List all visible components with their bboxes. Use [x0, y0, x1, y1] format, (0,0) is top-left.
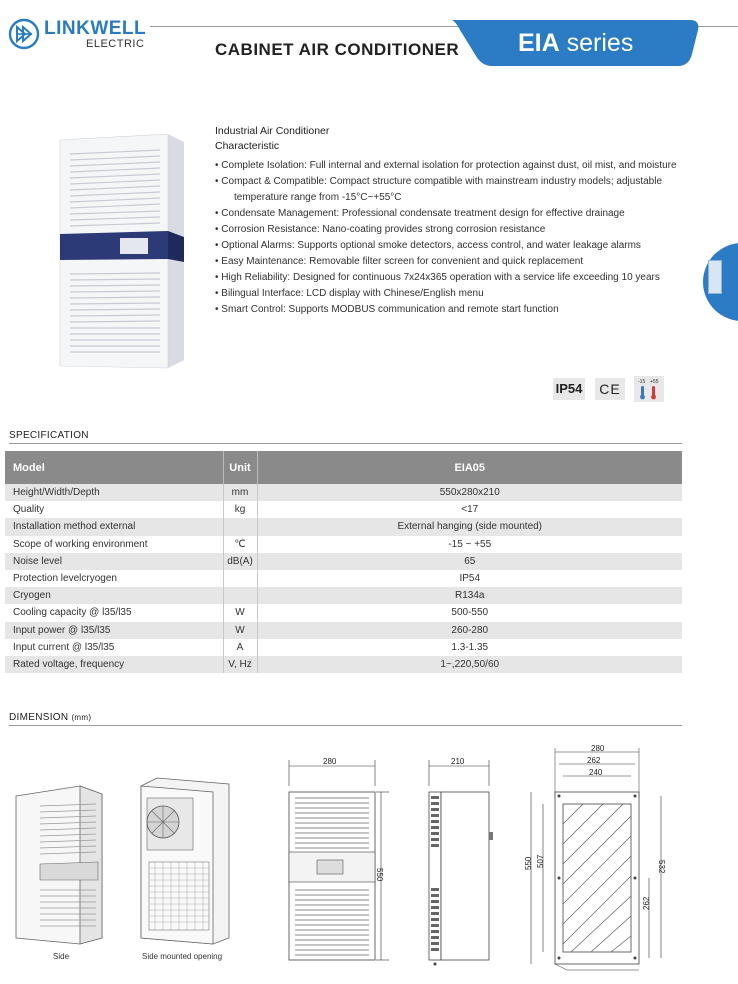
- list-item: • Easy Maintenance: Removable filter screen for convenient and quick replacement: [215, 254, 715, 270]
- caption-side-mounted-opening: Side mounted opening: [142, 952, 223, 961]
- specification-table: [5, 451, 682, 673]
- specification-heading: SPECIFICATION: [9, 430, 89, 441]
- linkwell-logo-icon: [8, 18, 40, 50]
- page-title: CABINET AIR CONDITIONER: [215, 40, 460, 59]
- temperature-range-icon: [634, 376, 664, 402]
- characteristic-list: [215, 158, 715, 318]
- cutout-hole-span-label: 532: [657, 860, 666, 874]
- cutout-mid-width-label: 262: [587, 756, 601, 765]
- brand-name: LINKWELL: [44, 18, 147, 39]
- list-item: • Condensate Management: Professional condensate treatment design for effective drainage: [215, 206, 715, 222]
- list-item-continuation: temperature range from -15°C~+55°C: [234, 192, 402, 203]
- series-suffix: series: [559, 29, 634, 57]
- col-header-value: EIA05: [257, 451, 682, 484]
- table-row: Noise level dB(A) 65: [5, 553, 682, 570]
- front-elevation-drawing: [285, 756, 395, 968]
- table-row: Cryogen R134a: [5, 587, 682, 604]
- side-view-drawing: [10, 776, 110, 946]
- temp-high-label: +55: [650, 379, 659, 385]
- cutout-drawing: [515, 742, 675, 972]
- list-item: • Smart Control: Supports MODBUS communication and remote start function: [215, 302, 715, 318]
- col-header-model: Model: [5, 451, 223, 484]
- dimension-heading: DIMENSION (mm): [9, 712, 92, 723]
- series-name: EIA: [518, 29, 560, 57]
- characteristic-section: [215, 124, 715, 318]
- brand-logo: [8, 16, 148, 52]
- table-row: Installation method external External hanging (side mounted): [5, 518, 682, 535]
- list-item: • Compact & Compatible: Compact structure compatible with mainstream industry models; adjustable temperature range from -15°C~+55°C: [215, 174, 715, 206]
- product-photo: [50, 134, 188, 370]
- characteristic-line1: Industrial Air Conditioner: [215, 125, 330, 137]
- ce-mark: CE: [595, 378, 625, 400]
- cutout-inner-height-label: 507: [536, 854, 545, 868]
- table-row: Quality kg <17: [5, 501, 682, 518]
- list-item: • Complete Isolation: Full internal and external isolation for protection against dust, oil mist, and moisture: [215, 158, 715, 174]
- characteristic-line2: Characteristic: [215, 140, 280, 152]
- table-row: Input current @ l35/l35 A 1.3-1.35: [5, 639, 682, 656]
- table-row: Scope of working environment ℃ -15 ~ +55: [5, 536, 682, 553]
- ip54-badge: IP54: [553, 378, 585, 400]
- front-width-label: 280: [323, 757, 337, 766]
- front-height-label: 550: [375, 868, 384, 882]
- dimension-rule: [9, 725, 682, 726]
- specification-rule: [9, 443, 682, 444]
- table-row: Input power @ l35/l35 W 260-280: [5, 622, 682, 639]
- table-row: Rated voltage, frequency V, Hz 1~,220,50/60: [5, 656, 682, 673]
- cutout-lower-span-label: 262: [642, 896, 651, 910]
- list-item: • Optional Alarms: Supports optional smoke detectors, access control, and water leakage alarms: [215, 238, 715, 254]
- cutout-inner-width-label: 240: [589, 768, 603, 777]
- cutout-outer-width-label: 280: [591, 744, 605, 753]
- list-item: • High Reliability: Designed for continuous 7x24x365 operation with a service life exceeding 10 years: [215, 270, 715, 286]
- list-item: • Bilingual Interface: LCD display with Chinese/English menu: [215, 286, 715, 302]
- table-row: Protection levelcryogen IP54: [5, 570, 682, 587]
- side-elevation-drawing: [425, 756, 505, 968]
- cutout-outer-height-label: 550: [524, 856, 533, 870]
- caption-side: Side: [53, 952, 70, 961]
- col-header-unit: Unit: [223, 451, 257, 484]
- list-item: • Corrosion Resistance: Nano-coating provides strong corrosion resistance: [215, 222, 715, 238]
- side-depth-label: 210: [451, 757, 465, 766]
- temp-low-label: -15: [638, 379, 646, 385]
- side-mounted-opening-drawing: [133, 772, 233, 946]
- brand-subtitle: ELECTRIC: [86, 38, 145, 50]
- table-row: Height/Width/Depth mm 550x280x210: [5, 484, 682, 501]
- cabinet-icon: [708, 260, 722, 294]
- series-label: [518, 29, 633, 58]
- table-row: Cooling capacity @ l35/l35 W 500-550: [5, 604, 682, 621]
